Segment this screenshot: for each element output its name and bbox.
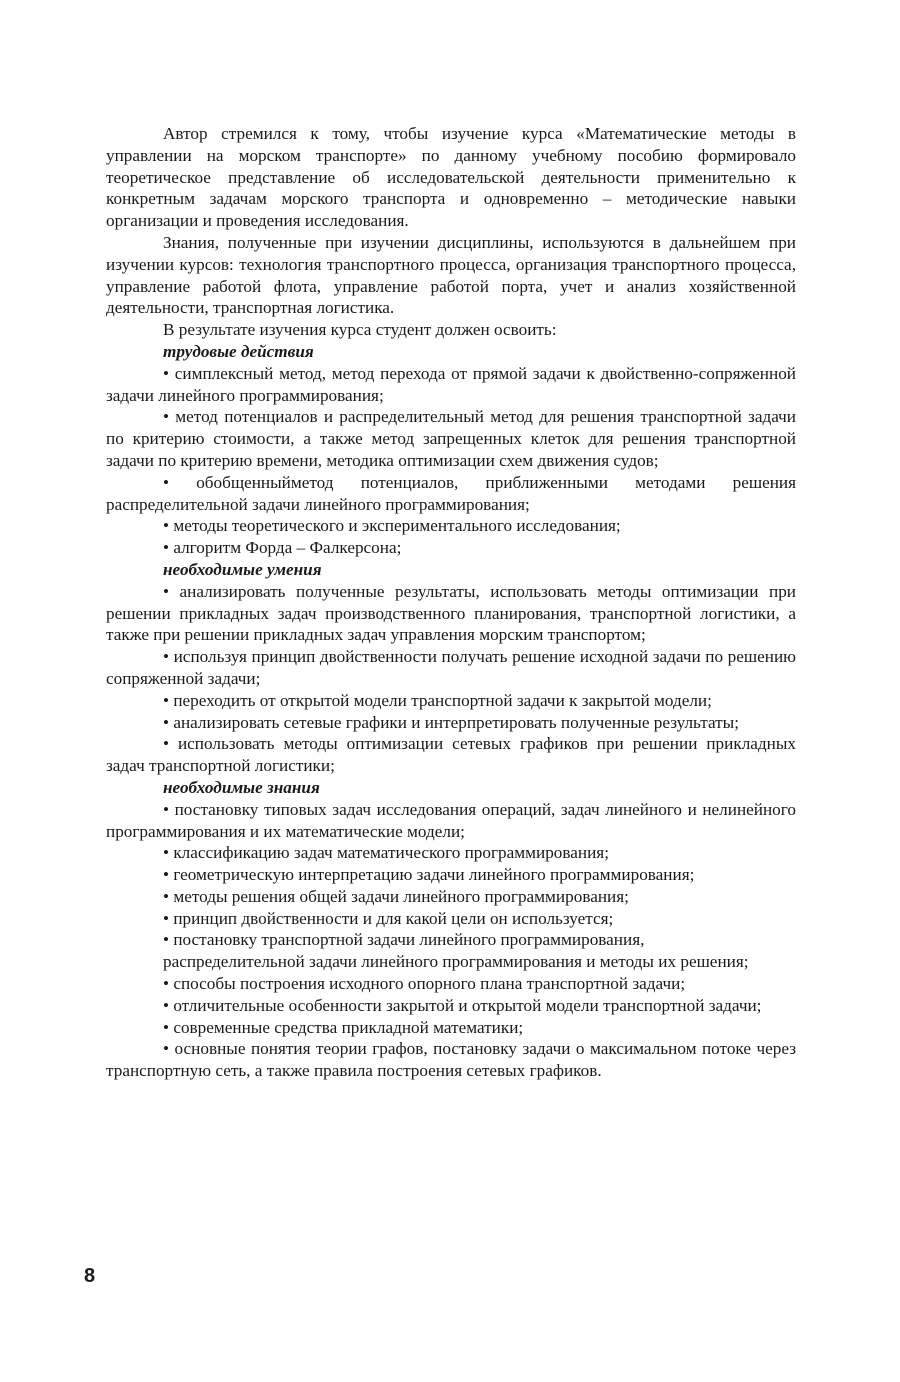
main-text [106, 123, 796, 1082]
list-item: • основные понятия теории графов, постановку задачи о максимальном потоке через транспортную сеть, а также правила построения сетевых графиков. [106, 1039, 796, 1081]
section-heading: необходимые знания [163, 777, 320, 797]
list-item: • современные средства прикладной математики; [163, 1017, 524, 1037]
list-item: • методы теоретического и экспериментального исследования; [163, 516, 621, 536]
list-item: • обобщенныйметод потенциалов, приближенными методами решения распределительной задачи линейного программирования; [106, 472, 796, 514]
list-item: • анализировать полученные результаты, использовать методы оптимизации при решении прикладных задач производственного планирования, транспортной логистики, а также при решении прикладных задач управления морским транспортом; [106, 581, 796, 645]
section-heading: трудовые действия [163, 341, 314, 361]
list-item: • принцип двойственности и для какой цели он используется; [163, 908, 614, 928]
list-item: • постановку транспортной задачи линейного программирования, [163, 930, 645, 950]
list-item: • способы построения исходного опорного плана транспортной задачи; [163, 974, 686, 994]
list-item: • постановку типовых задач исследования операций, задач линейного и нелинейного программирования и их математические модели; [106, 799, 796, 841]
list-item: • методы решения общей задачи линейного программирования; [163, 886, 629, 906]
section-heading: необходимые умения [163, 559, 322, 579]
list-item: • переходить от открытой модели транспортной задачи к закрытой модели; [163, 690, 712, 710]
intro-paragraph: Автор стремился к тому, чтобы изучение курса «Математические методы в управлении на морском транспорте» по данному учебному пособию формировало теоретическое представление об исследовательской деятельности применительно к конкретным задачам морского транспорта и одновременно – методические навыки организации и проведения исследования. [106, 124, 796, 231]
list-item: • симплексный метод, метод перехода от прямой задачи к двойственно-сопряженной задачи линейного программирования; [106, 363, 796, 405]
list-item-continuation: распределительной задачи линейного программирования и методы их решения; [163, 952, 749, 972]
list-item: • классификацию задач математического программирования; [163, 843, 609, 863]
list-item: • алгоритм Форда – Фалкерсона; [163, 538, 402, 558]
page-number: 8 [84, 1265, 96, 1287]
list-item: • анализировать сетевые графики и интерпретировать полученные результаты; [163, 712, 739, 732]
list-item: • отличительные особенности закрытой и открытой модели транспортной задачи; [163, 995, 762, 1015]
list-item: • используя принцип двойственности получать решение исходной задачи по решению сопряженной задачи; [106, 647, 796, 688]
list-item: • использовать методы оптимизации сетевых графиков при решении прикладных задач транспортной логистики; [106, 734, 796, 776]
list-item: • геометрическую интерпретацию задачи линейного программирования; [163, 865, 695, 885]
intro-paragraph: Знания, полученные при изучении дисциплины, используются в дальнейшем при изучении курсов: технология транспортного процесса, организация транспортного процесса, управление работой флота, управление работой порта, учет и анализ хозяйственной деятельности, транспортная логистика. [106, 232, 796, 318]
list-item: • метод потенциалов и распределительный метод для решения транспортной задачи по критерию стоимости, а также метод запрещенных клеток для решения транспортной задачи по критерию времени, методика оптимизации схем движения судов; [106, 407, 796, 470]
intro-paragraph: В результате изучения курса студент должен освоить: [163, 320, 557, 340]
